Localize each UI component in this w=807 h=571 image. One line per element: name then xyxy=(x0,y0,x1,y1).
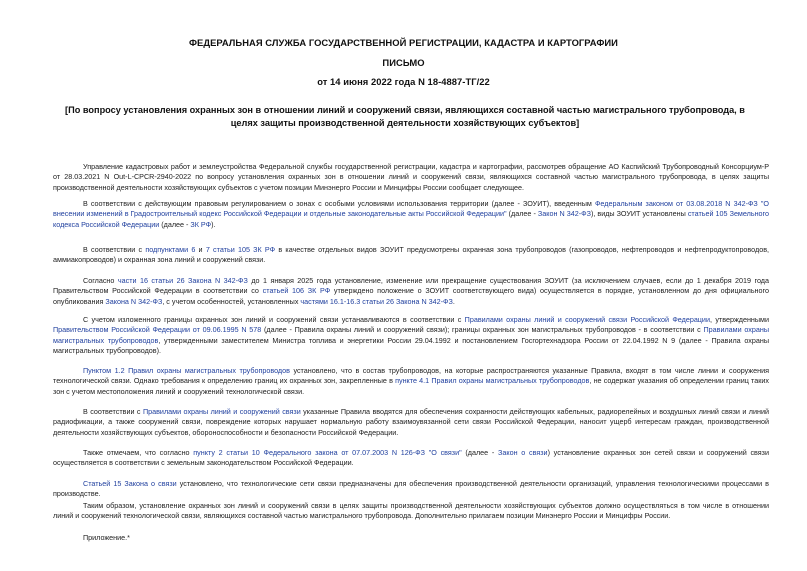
text-run: до 1 января 2025 года установление, изменение или прекращение существования ЗОУИТ (за исключением случаев, если до 1 декабря 2019 года Правительством Российской Федерации в соответствии со xyxy=(53,276,770,296)
text-run: В соответствии с xyxy=(83,245,146,255)
text-run: С учетом изложенного границы охранных зон линий и сооружений связи устанавливаются в соответствии с xyxy=(83,315,465,325)
paragraph-technological-networks xyxy=(53,479,769,499)
text-run: (далее - xyxy=(159,219,191,229)
paragraph-pipeline-composition xyxy=(53,366,769,397)
agency-title: ФЕДЕРАЛЬНАЯ СЛУЖБА ГОСУДАРСТВЕННОЙ РЕГИСТРАЦИИ, КАДАСТРА И КАРТОГРАФИИ xyxy=(189,37,618,48)
link-part-16-article-26[interactable]: части 16 статьи 26 Закона N 342-ФЗ xyxy=(117,276,248,286)
text-run: указанные Правила вводятся для обеспечения сохранности действующих кабельных, радиорелейных и воздушных линий связи и линий радиофикации, а также сооружений связи, повреждение которых нарушает нормальную работу взаимоувязанной сети связи Российской Федерации, наносит ущерб интересам граждан, производственной деятельности хозяйствующих субъектов, обороноспособности и безопасности Российской Федерации. xyxy=(53,407,770,437)
link-law-126-fz-article-10[interactable]: пункту 2 статьи 10 Федерального закона от 07.07.2003 N 126-ФЗ "О связи" xyxy=(193,448,462,458)
link-zk-rf[interactable]: ЗК РФ xyxy=(190,219,212,229)
text-run: в качестве отдельных видов ЗОУИТ предусмотрены охранная зона трубопроводов (газопроводов, нефтепроводов и нефтепродуктопроводов, аммиакопроводов) и охранная зона линий и сооружений связи. xyxy=(53,245,770,265)
text-run: ), виды ЗОУИТ установлены xyxy=(590,209,688,219)
text-run: , утвержденными xyxy=(709,315,770,325)
text-run: (далее - Правила охраны линий и сооружений связи); границы охранных зон магистральных трубопроводов - в соответствии с xyxy=(261,325,704,335)
link-item-4-1-pipeline-rules[interactable]: пункте 4.1 Правил охраны магистральных трубопроводов xyxy=(395,376,590,386)
link-article-105-item-7[interactable]: 7 статьи 105 ЗК РФ xyxy=(205,245,276,255)
text-run: , утвержденными заместителем Министра топлива и энергетики России 29.04.1992 и постановлением Госгортехнадзора России от 22.04.1992 N 9 (далее - Правила охраны магистральных трубопроводов). xyxy=(53,335,769,355)
text-run: ) установление охранных зон сетей связи и сооружений связи осуществляется в соответствии с земельным законодательством Российской Федерации. xyxy=(53,448,769,468)
link-article-106-zk[interactable]: статьей 106 ЗК РФ xyxy=(262,286,331,296)
text-run: (далее - xyxy=(506,209,538,219)
document-type: ПИСЬМО xyxy=(382,57,425,68)
paragraph-zouit-types xyxy=(53,245,769,265)
text-run: ). xyxy=(211,219,216,229)
text-run: и xyxy=(195,245,206,255)
paragraph-intro xyxy=(53,162,769,193)
paragraph-attachment xyxy=(53,533,769,543)
text-run: Согласно xyxy=(83,276,118,286)
document-subject: [По вопросу установления охранных зон в отношении линий и сооружений связи, являющихся составной частью магистрального трубопровода, в целях защиты производственной деятельности хозяйствующих субъектов] xyxy=(65,105,745,128)
text-run: В соответствии с действующим правовым регулированием о зонах с особыми условиями использования территории (далее - ЗОУИТ), введенным xyxy=(83,199,595,209)
paragraph-rules-purpose xyxy=(53,407,769,438)
text-run: Таким образом, установление охранных зон линий и сооружений связи в целях защиты производственной деятельности хозяйствующих субъектов должно осуществляться в том числе в отношении линий и сооружений технологической связи, являющихся составной частью магистрального трубопровода. Дополнительно прилагаем позиции Минэнерго России и Минцифры России. xyxy=(53,501,769,521)
link-law-on-communications[interactable]: Закон о связи xyxy=(498,448,548,458)
text-run: , не содержат указания об определении границ таких зон с учетом местоположения линий и сооружений технологической связи. xyxy=(53,376,769,396)
link-subparagraphs-6[interactable]: подпунктами 6 xyxy=(145,245,196,255)
document-date-number: от 14 июня 2022 года N 18-4887-ТГ/22 xyxy=(317,76,490,87)
link-article-105-zk[interactable]: статьей 105 Земельного кодекса Российской Федерации xyxy=(53,209,770,229)
text-run: Управление кадастровых работ и землеустройства Федеральной службы государственной регистрации, кадастра и картографии, рассмотрев обращение АО Каспийский Трубопроводный Консорциум-Р от 28.03.2021 N Out-L-CPCR-2940-2022 по вопросу установления охранных зон в отношении линий и сооружений связи, являющихся составной частью магистрального трубопровода, в целях защиты производственной деятельности хозяйствующих субъектов с учетом позиции Минэнерго России и Минцифры России сообщает следующее. xyxy=(53,162,769,192)
text-run: установлено, что в состав трубопроводов, на которые распространяются указанные Правила, входят в том числе линии и сооружения технологической связи. Однако требования к определению границ их охранных зон, закрепленные в xyxy=(53,366,769,386)
text-run: В соответствии с xyxy=(83,407,143,417)
text-run: Также отмечаем, что согласно xyxy=(83,448,194,458)
link-law-342-fz-publication[interactable]: Закона N 342-ФЗ xyxy=(105,296,163,306)
link-rules-communication-lines[interactable]: Правилами охраны линий и сооружений связи Российской Федерации xyxy=(464,315,710,325)
text-run: утверждено положение о ЗОУИТ соответствующего вида) осуществляется в порядке, установленном до дня официального опубликования xyxy=(53,286,769,306)
text-run: . xyxy=(452,296,455,306)
text-run: (далее - xyxy=(461,448,499,458)
paragraph-zouit-definition xyxy=(53,199,769,230)
link-rules-communication-lines-2[interactable]: Правилами охраны линий и сооружений связи xyxy=(142,407,301,417)
link-parts-16-1-16-3[interactable]: частями 16.1-16.3 статьи 26 Закона N 342-ФЗ xyxy=(300,296,453,306)
link-government-decree-578[interactable]: Правительством Российской Федерации от 09.06.1995 N 578 xyxy=(53,325,262,335)
paragraph-communications-law xyxy=(53,448,769,468)
paragraph-zone-boundaries xyxy=(53,315,769,356)
link-law-342-fz[interactable]: Федеральным законом от 03.08.2018 N 342-ФЗ "О внесении изменений в Градостроительный кодекс Российской Федерации и отдельные законодательные акты Российской Федерации" xyxy=(53,199,769,219)
paragraph-conclusion xyxy=(53,501,769,521)
paragraph-transition-period xyxy=(53,276,769,307)
text-run: установлено, что технологические сети связи предназначены для обеспечения производственной деятельности организаций, управления технологическими процессами в производстве. xyxy=(53,479,769,499)
link-rules-pipelines[interactable]: Правилами охраны магистральных трубопроводов xyxy=(53,325,769,345)
text-run: , с учетом особенностей, установленных xyxy=(162,296,301,306)
link-article-15-communications-law[interactable]: Статьей 15 Закона о связи xyxy=(83,479,177,489)
text-run: Приложение.* xyxy=(83,533,130,543)
link-law-342-fz-short[interactable]: Закон N 342-ФЗ xyxy=(537,209,591,219)
link-item-1-2-pipeline-rules[interactable]: Пунктом 1.2 Правил охраны магистральных трубопроводов xyxy=(83,366,290,376)
